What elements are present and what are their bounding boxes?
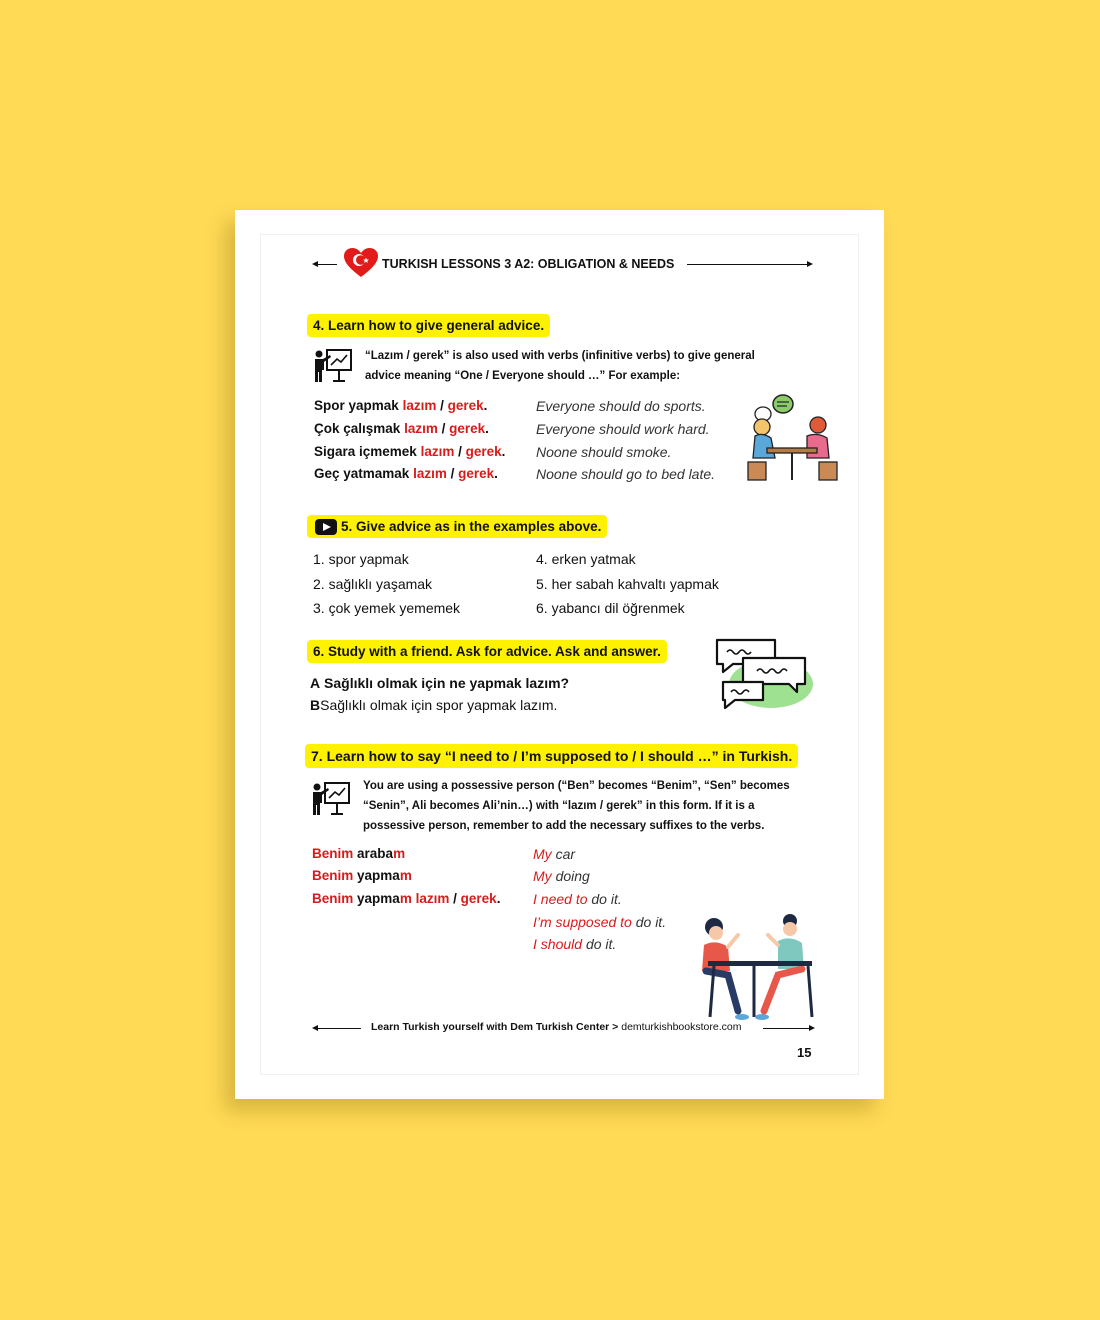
example-translation: Everyone should work hard. — [536, 421, 710, 437]
noun-stem: araba — [357, 846, 394, 861]
example-lazim: lazım — [404, 421, 438, 436]
possessive-translation — [533, 868, 590, 884]
example-translation: Noone should smoke. — [536, 444, 672, 460]
footer-text — [371, 1021, 741, 1033]
translation-red: My — [533, 868, 552, 884]
example-lazim: lazım — [413, 466, 447, 481]
footer-line-right — [763, 1028, 810, 1029]
translation-red: I should — [533, 936, 583, 952]
translation-red: I need to — [533, 891, 588, 907]
example-row — [314, 466, 498, 481]
possessive-row — [312, 891, 500, 906]
example-translation: Noone should go to bed late. — [536, 466, 716, 482]
exercise-item: 4. erken yatmak — [536, 551, 636, 567]
translation-rest: car — [555, 846, 576, 862]
example-row — [314, 421, 489, 436]
example-gerek: gerek — [458, 466, 495, 481]
lazim-word: lazım — [415, 891, 450, 906]
example-gerek: gerek — [465, 444, 502, 459]
dialogue-b-text: Sağlıklı olmak için spor yapmak lazım. — [320, 697, 558, 713]
section7-title: 7. Learn how to say “I need to / I’m supposed to / I should …” in Turkish. — [305, 744, 798, 768]
verb-stem: yapma — [357, 868, 400, 883]
possessive-translation — [533, 891, 622, 907]
example-dot: . — [485, 421, 489, 436]
example-verb: Çok çalışmak — [314, 421, 401, 436]
translation-red: I’m supposed to — [533, 914, 632, 930]
example-gerek: gerek — [449, 421, 486, 436]
footer-url[interactable]: demturkishbookstore.com — [621, 1021, 742, 1033]
translation-rest: do it. — [585, 936, 617, 952]
possessive-row — [312, 868, 412, 883]
example-lazim: lazım — [420, 444, 455, 459]
benim-word: Benim — [312, 891, 354, 906]
translation-rest: doing — [555, 868, 590, 884]
example-dot: . — [494, 466, 498, 481]
example-verb: Spor yapmak — [314, 398, 399, 413]
section6-title: 6. Study with a friend. Ask for advice. Ask and answer. — [307, 640, 667, 663]
section4-note: “Lazım / gerek” is also used with verbs (infinitive verbs) to give general advice meaning “One / Everyone should …” For example: — [365, 350, 755, 382]
section5-title: 5. Give advice as in the examples above. — [341, 519, 602, 534]
heart-flag-icon — [343, 247, 379, 279]
page-number: 15 — [797, 1045, 812, 1060]
possessive-translation — [533, 936, 616, 952]
speaker-b: B — [310, 697, 321, 713]
possessive-suffix: m — [393, 846, 406, 861]
footer-separator: > — [612, 1021, 619, 1033]
example-slash: / — [450, 466, 455, 481]
translation-rest: do it. — [591, 891, 622, 907]
example-slash: / — [458, 444, 462, 459]
example-gerek: gerek — [447, 398, 484, 413]
translation-rest: do it. — [635, 914, 667, 930]
possessive-translation — [533, 914, 666, 930]
verb-stem: yapma — [357, 891, 400, 906]
header-line-left — [317, 264, 337, 265]
section7-note: You are using a possessive person (“Ben” becomes “Benim”, “Sen” becomes “Senin”, Ali becomes Ali’nin…) with “lazım / gerek” in this form. If it is a possessive person, remember to add the necessary suffixes to the verbs. — [363, 780, 790, 832]
benim-word: Benim — [312, 846, 354, 861]
exercise-item: 6. yabancı dil öğrenmek — [536, 600, 685, 616]
section5-title-bar — [307, 515, 607, 538]
dialogue-b — [310, 697, 557, 713]
section4-title: 4. Learn how to give general advice. — [307, 314, 550, 337]
teacher-board-icon — [312, 348, 354, 384]
friends-talking-illustration — [745, 392, 840, 484]
header-line-right — [687, 264, 808, 265]
book-page — [235, 210, 884, 1099]
play-icon — [315, 519, 337, 535]
example-row — [314, 444, 505, 459]
slash: / — [453, 891, 457, 906]
example-verb: Sigara içmemek — [314, 444, 417, 459]
header-title: TURKISH LESSONS 3 A2: OBLIGATION & NEEDS — [382, 257, 675, 271]
possessive-translation — [533, 846, 575, 862]
example-dot: . — [501, 444, 506, 459]
possessive-suffix: m — [399, 868, 412, 883]
example-slash: / — [441, 421, 446, 436]
exercise-item: 5. her sabah kahvaltı yapmak — [536, 576, 719, 592]
possessive-suffix: m — [399, 891, 412, 906]
gerek-word: gerek — [460, 891, 497, 906]
benim-word: Benim — [312, 868, 354, 883]
speaker-a: A — [310, 675, 321, 691]
footer-line-left — [317, 1028, 361, 1029]
chat-bubbles-icon — [713, 636, 813, 714]
dialogue-a-text: Sağlıklı olmak için ne yapmak lazım? — [324, 675, 570, 691]
exercise-item: 1. spor yapmak — [313, 551, 409, 567]
dot: . — [496, 891, 501, 906]
example-verb: Geç yatmamak — [314, 466, 410, 481]
exercise-item: 3. çok yemek yememek — [313, 600, 461, 616]
example-lazim: lazım — [402, 398, 437, 413]
example-row — [314, 398, 487, 413]
example-translation: Everyone should do sports. — [536, 398, 706, 414]
teacher-board-icon — [310, 781, 352, 817]
example-dot: . — [483, 398, 488, 413]
possessive-row — [312, 846, 405, 861]
footer-brand: Learn Turkish yourself with Dem Turkish Center — [371, 1021, 610, 1033]
exercise-item: 2. sağlıklı yaşamak — [313, 576, 433, 592]
example-slash: / — [440, 398, 444, 413]
translation-red: My — [533, 846, 552, 862]
dialogue-a — [310, 675, 569, 691]
cafe-conversation-illustration — [698, 913, 818, 1021]
